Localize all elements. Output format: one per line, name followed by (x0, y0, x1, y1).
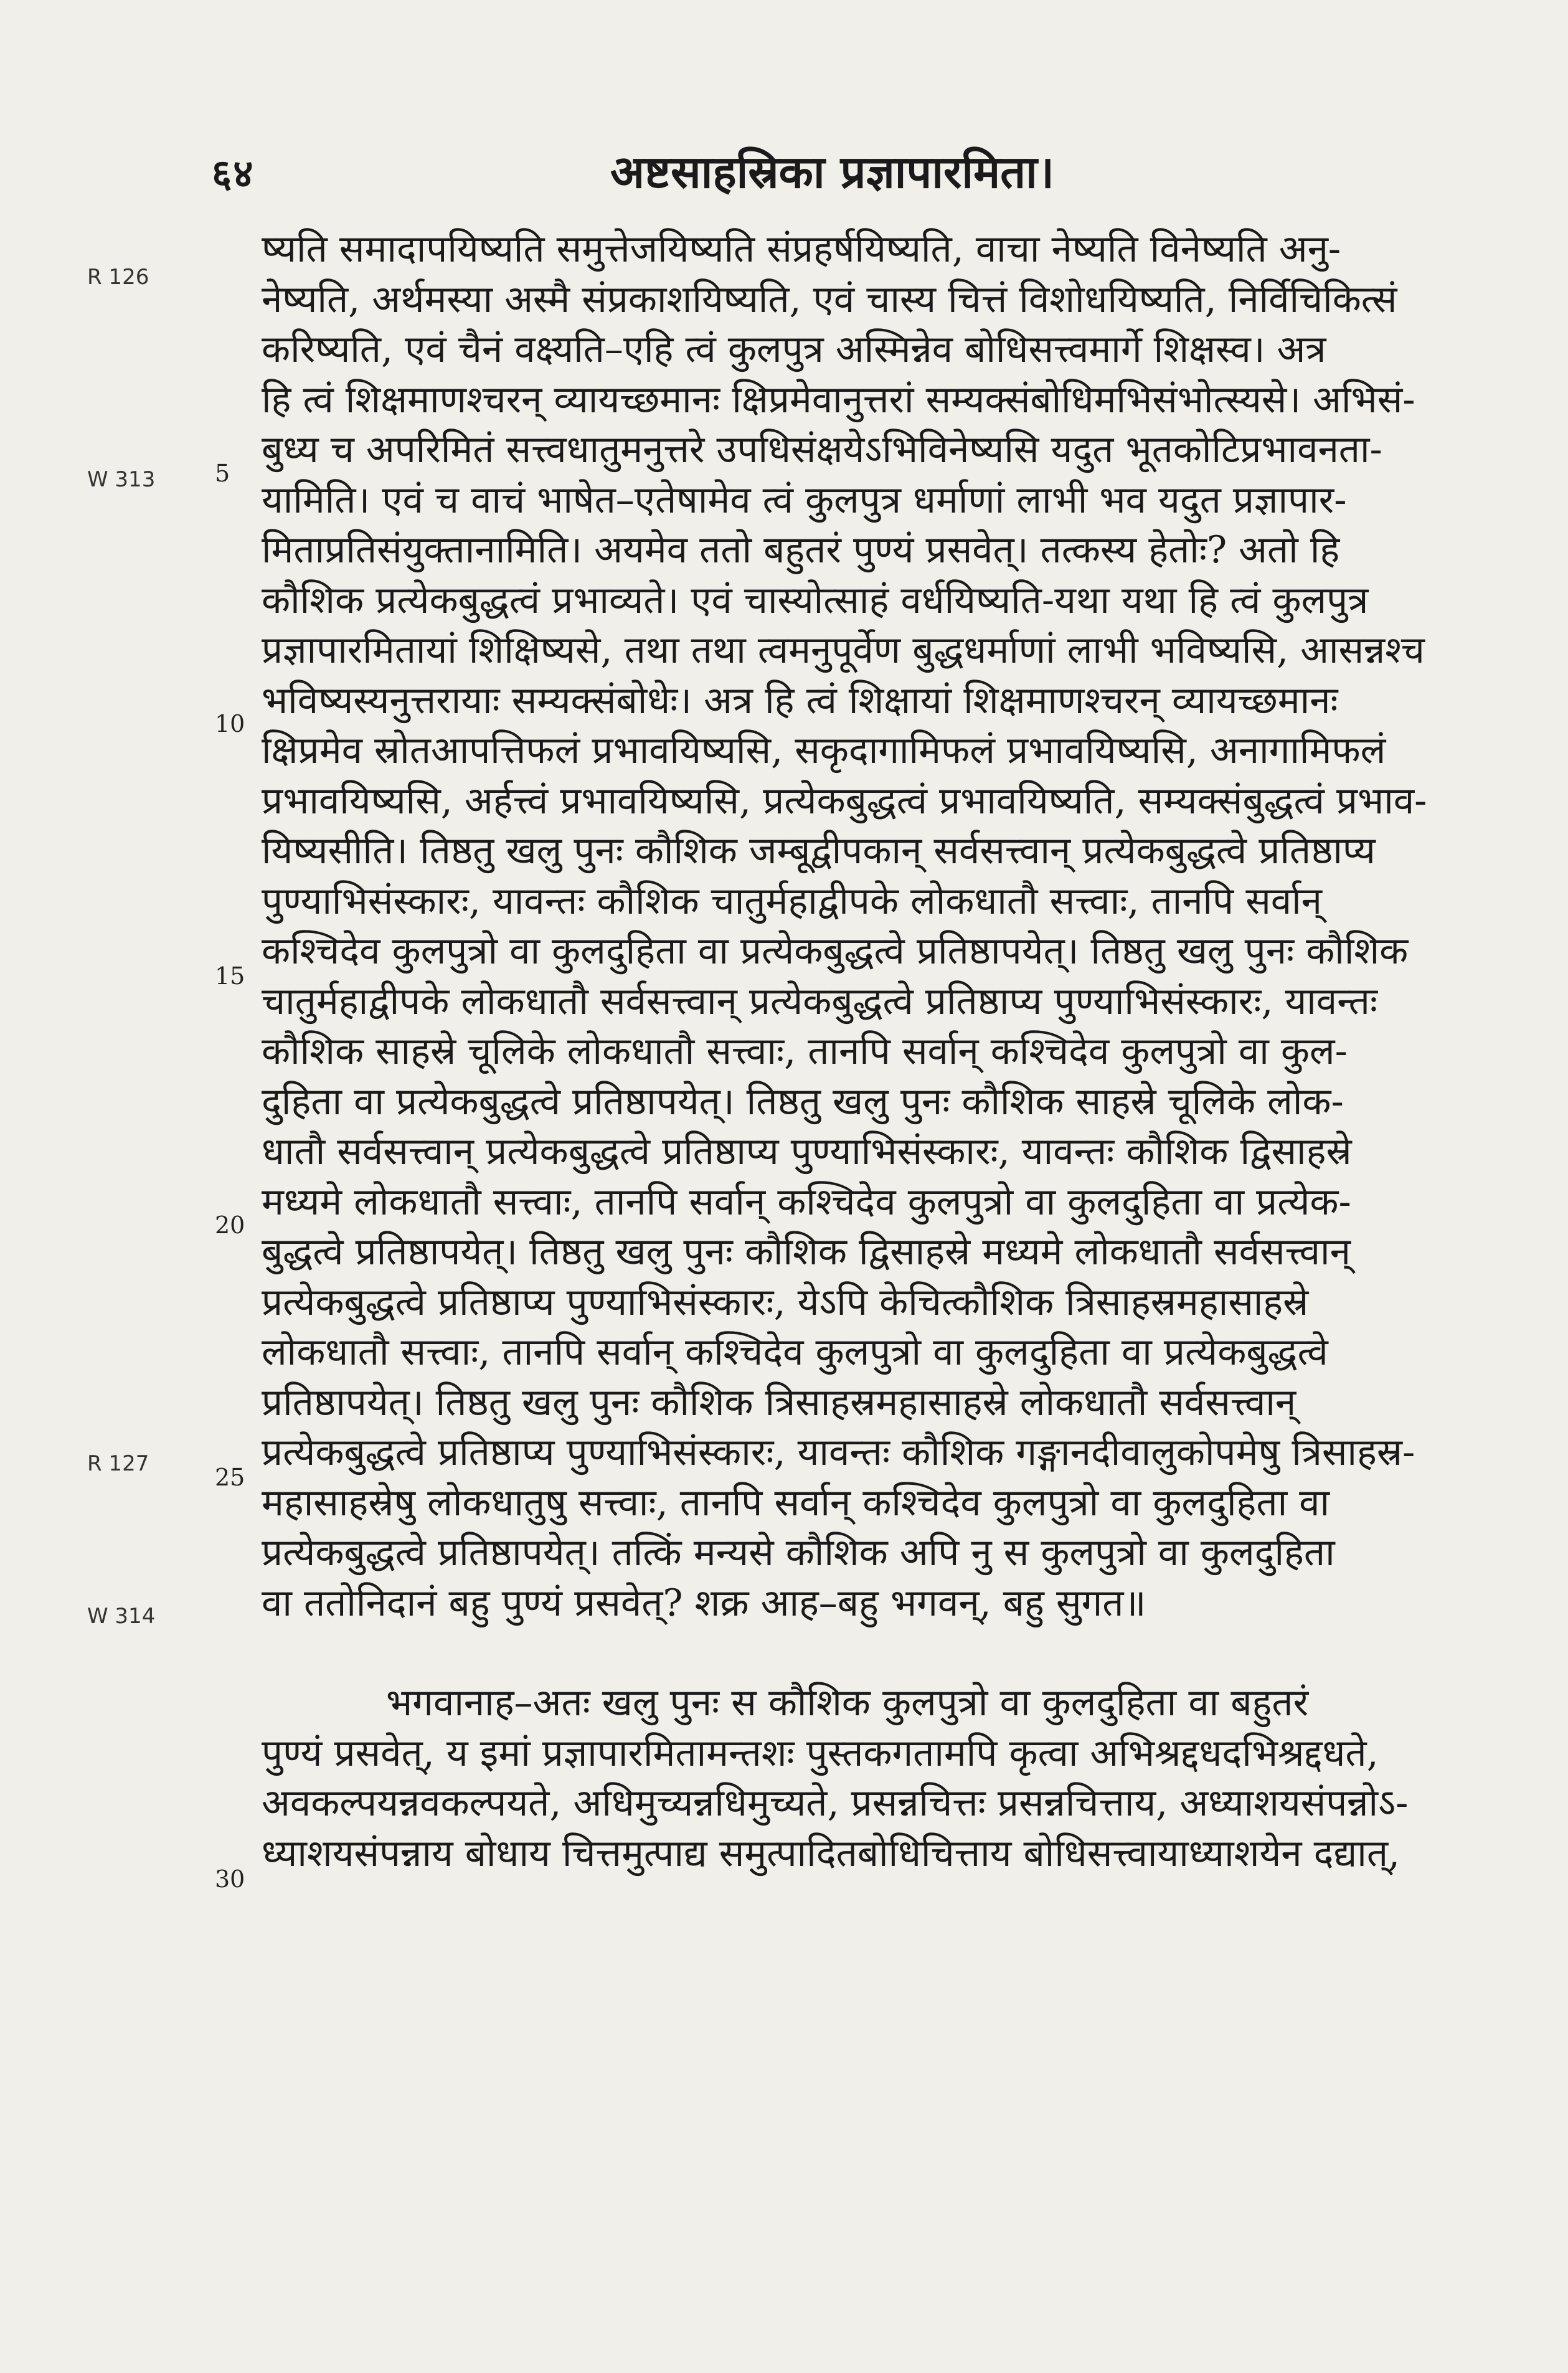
text-line: ध्याशयसंपन्नाय बोधाय चित्तमुत्पाद्य समुत्पादितबोधिचित्ताय बोधिसत्त्वायाध्याशयेन दद्यात्, (262, 1831, 1400, 1875)
text-line: पुण्याभिसंस्कारः, यावन्तः कौशिक चातुर्महाद्वीपके लोकधातौ सत्त्वाः, तानपि सर्वान् (262, 879, 1322, 923)
text-line: यिष्यसीति। तिष्ठतु खलु पुनः कौशिक जम्बूद्वीपकान् सर्वसत्त्वान् प्रत्येकबुद्धत्वे प्रतिष्ठाप्य (262, 829, 1376, 873)
text-line: हि त्वं शिक्षमाणश्चरन् व्यायच्छमानः क्षिप्रमेवानुत्तरां सम्यक्संबोधिमभिसंभोत्स्यसे। अभिसं- (262, 377, 1415, 422)
text-line: पुण्यं प्रसवेत्, य इमां प्रज्ञापारमितामन्तशः पुस्तकगतामपि कृत्वा अभिश्रद्दधदभिश्रद्दधते, (262, 1731, 1379, 1775)
text-line: वा ततोनिदानं बहु पुण्यं प्रसवेत्? शक्र आह–बहु भगवन्, बहु सुगत॥ (262, 1581, 1146, 1625)
text-line: चातुर्महाद्वीपके लोकधातौ सर्वसत्त्वान् प्रत्येकबुद्धत्वे प्रतिष्ठाप्य पुण्याभिसंस्कारः, यावन्तः (262, 979, 1377, 1023)
text-line: महासाहस्रेषु लोकधातुषु सत्त्वाः, तानपि सर्वान् कश्चिदेव कुलपुत्रो वा कुलदुहिता वा (262, 1480, 1330, 1525)
text-line: भगवानाह–अतः खलु पुनः स कौशिक कुलपुत्रो वा कुलदुहिता वा बहुतरं (386, 1681, 1309, 1725)
running-title: अष्टसाहस्रिका प्रज्ञापारमिता। (610, 145, 1055, 198)
text-line: दुहिता वा प्रत्येकबुद्धत्वे प्रतिष्ठापयेत्। तिष्ठतु खलु पुनः कौशिक साहस्रे चूलिके लोक- (262, 1079, 1344, 1124)
text-line: बुद्धत्वे प्रतिष्ठापयेत्। तिष्ठतु खलु पुनः कौशिक द्विसाहस्रे मध्यमे लोकधातौ सर्वसत्त्वान् (262, 1230, 1351, 1274)
line-number-20: 20 (215, 1211, 245, 1239)
page-header (0, 140, 1568, 196)
text-body (262, 224, 1482, 1878)
line-number-15: 15 (215, 962, 245, 990)
text-line: क्षिप्रमेव स्रोतआपत्तिफलं प्रभावयिष्यसि, सकृदागामिफलं प्रभावयिष्यसि, अनागामिफलं (262, 729, 1386, 772)
text-line: भविष्यस्यनुत्तरायाः सम्यक्संबोधेः। अत्र हि त्वं शिक्षायां शिक्षमाणश्चरन् व्यायच्छमानः (262, 678, 1338, 722)
line-number-25: 25 (215, 1464, 245, 1491)
margin-ref-w314: W 314 (87, 1604, 156, 1629)
text-line: प्रत्येकबुद्धत्वे प्रतिष्ठाप्य पुण्याभिसंस्कारः, यावन्तः कौशिक गङ्गानदीवालुकोपमेषु त्रिसाहस्र- (262, 1431, 1415, 1474)
text-line: नेष्यति, अर्थमस्या अस्मै संप्रकाशयिष्यति, एवं चास्य चित्तं विशोधयिष्यति, निर्विचिकित्सं (262, 277, 1397, 321)
line-number-10: 10 (215, 710, 245, 737)
page-number: ६४ (212, 151, 255, 196)
text-line: कश्चिदेव कुलपुत्रो वा कुलदुहिता वा प्रत्येकबुद्धत्वे प्रतिष्ठापयेत्। तिष्ठतु खलु पुनः कौशिक (262, 929, 1409, 973)
paragraph-gap (262, 1628, 1482, 1678)
margin-ref-r126: R 126 (87, 265, 149, 290)
text-line: अवकल्पयन्नवकल्पयते, अधिमुच्यन्नधिमुच्यते, प्रसन्नचित्तः प्रसन्नचित्ताय, अध्याशयसंपन्नोऽ- (262, 1781, 1409, 1825)
text-line: धातौ सर्वसत्त्वान् प्रत्येकबुद्धत्वे प्रतिष्ठाप्य पुण्याभिसंस्कारः, यावन्तः कौशिक द्विसाहस्रे (262, 1130, 1352, 1173)
margin-ref-w313: W 313 (87, 467, 156, 492)
text-line: प्रत्येकबुद्धत्वे प्रतिष्ठाप्य पुण्याभिसंस्कारः, येऽपि केचित्कौशिक त्रिसाहस्रमहासाहस्रे (262, 1280, 1309, 1324)
text-line: करिष्यति, एवं चैनं वक्ष्यति–एहि त्वं कुलपुत्र अस्मिन्नेव बोधिसत्त्वमार्गे शिक्षस्व। अत्र (262, 328, 1326, 371)
line-number-5: 5 (215, 460, 230, 487)
text-line: प्रभावयिष्यसि, अर्हत्त्वं प्रभावयिष्यसि, प्रत्येकबुद्धत्वं प्रभावयिष्यति, सम्यक्संबुद्धत्वं प्रभाव- (262, 779, 1427, 823)
text-line: यामिति। एवं च वाचं भाषेत–एतेषामेव त्वं कुलपुत्र धर्माणां लाभी भव यदुत प्रज्ञापार- (262, 478, 1347, 522)
text-line: मिताप्रतिसंयुक्तानामिति। अयमेव ततो बहुतरं पुण्यं प्रसवेत्। तत्कस्य हेतोः? अतो हि (262, 528, 1340, 572)
text-line: प्रतिष्ठापयेत्। तिष्ठतु खलु पुनः कौशिक त्रिसाहस्रमहासाहस्रे लोकधातौ सर्वसत्त्वान् (262, 1380, 1296, 1424)
text-line: प्रज्ञापारमितायां शिक्षिष्यसे, तथा तथा त्वमनुपूर्वेण बुद्धधर्माणां लाभी भविष्यसि, आसन्नश्च (262, 628, 1425, 672)
text-line: ष्यति समादापयिष्यति समुत्तेजयिष्यति संप्रहर्षयिष्यति, वाचा नेष्यति विनेष्यति अनु- (262, 227, 1341, 271)
text-line: मध्यमे लोकधातौ सत्त्वाः, तानपि सर्वान् कश्चिदेव कुलपुत्रो वा कुलदुहिता वा प्रत्येक- (262, 1180, 1351, 1224)
text-line: बुध्य च अपरिमितं सत्त्वधातुमनुत्तरे उपधिसंक्षयेऽभिविनेष्यसि यदुत भूतकोटिप्रभावनता- (262, 428, 1382, 471)
text-line: लोकधातौ सत्त्वाः, तानपि सर्वान् कश्चिदेव कुलपुत्रो वा कुलदुहिता वा प्रत्येकबुद्धत्वे (262, 1330, 1328, 1374)
margin-ref-r127: R 127 (87, 1451, 149, 1476)
text-line: कौशिक प्रत्येकबुद्धत्वं प्रभाव्यते। एवं चास्योत्साहं वर्धयिष्यति-यथा यथा हि त्वं कुलपुत्र (262, 578, 1369, 622)
text-line: कौशिक साहस्रे चूलिके लोकधातौ सत्त्वाः, तानपि सर्वान् कश्चिदेव कुलपुत्रो वा कुल- (262, 1030, 1348, 1073)
line-number-30: 30 (215, 1865, 245, 1893)
text-line: प्रत्येकबुद्धत्वे प्रतिष्ठापयेत्। तत्किं मन्यसे कौशिक अपि नु स कुलपुत्रो वा कुलदुहिता (262, 1531, 1335, 1575)
